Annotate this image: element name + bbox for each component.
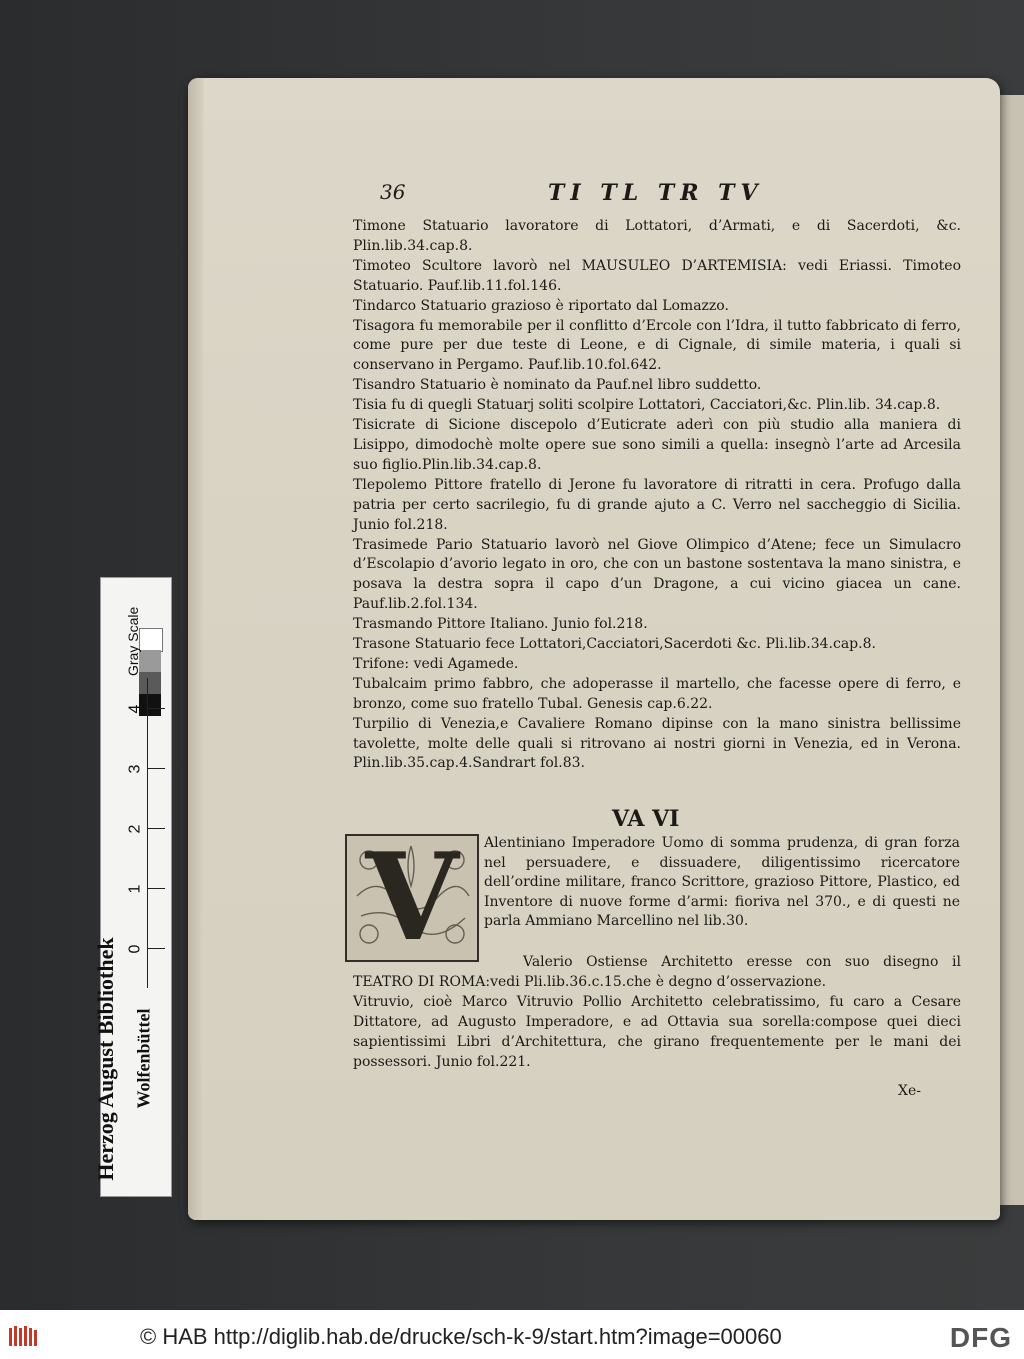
ruler-number-3: 3 <box>126 764 144 774</box>
entry: Tubalcaim primo fabbro, che adoperasse il martello, che facesse opere di ferro, e bronzo, come suo fratello Tubal. Genesis cap.6.22. <box>353 675 961 712</box>
entry: Tlepolemo Pittore fratello di Jerone fu lavoratore di ritratti in cera. Profugo dalla patria per certo sacrilegio, fu di grande ajuto a C. Verro nel saccheggio di Sicilia. Junio fol.218. <box>353 476 961 533</box>
ruler-number-1: 1 <box>126 884 144 894</box>
copyright-link[interactable]: © HAB http://diglib.hab.de/drucke/sch-k-9/start.htm?image=00060 <box>140 1324 782 1349</box>
ruler-tick <box>147 708 165 709</box>
page-number: 36 <box>380 180 406 204</box>
entry: Tisagora fu memorabile per il conflitto d’Ercole con l’Idra, il tutto fabbricato di ferro, come pure per due teste di Leone, e di Cignale, di simile materia, i quali si conservano in Pergamo. Pauf.lib.10.fol.642. <box>353 317 961 374</box>
color-scale-card <box>93 577 172 1197</box>
ruler-number-2: 2 <box>126 824 144 834</box>
entry: Tisandro Statuario è nominato da Pauf.nel libro suddetto. <box>353 377 762 394</box>
catchword: Xe- <box>898 1083 921 1099</box>
library-city: Wolfenbüttel <box>133 1008 154 1109</box>
ruler-number-0: 0 <box>126 944 144 954</box>
initial-letter: V <box>365 827 459 968</box>
entry: Trifone: vedi Agamede. <box>353 655 519 672</box>
dark-gray-swatch <box>139 672 161 694</box>
gray-scale-label: Gray Scale <box>125 606 141 676</box>
entry: Vitruvio, cioè Marco Vitruvio Pollio Architetto celebratissimo, fu caro a Cesare Dittatore, ad Augusto Imperadore, e ad Ottavia sua sorella:compose quei dieci sapientissimi Libri d’Architettura, che girano frequentemente per le mani dei possessori. Junio fol.221. <box>353 993 961 1070</box>
viewer-footer <box>0 1310 1024 1359</box>
entry: Tindarco Statuario grazioso è riportato dal Lomazzo. <box>353 297 729 314</box>
entries-after-initial <box>353 953 961 1072</box>
page-header <box>380 180 800 206</box>
entry: Valerio Ostiense Architetto eresse con suo disegno il TEATRO DI ROMA:vedi Pli.lib.36.c.15.che è degno d’osservazione. <box>353 954 961 990</box>
entry: Turpilio di Venezia,e Cavaliere Romano dipinse con la mano sinistra bellissime tavolette, molte delle quali si ritrovano ai nostri giorni in Venezia, ed in Verona. Plin.lib.35.cap.4.Sandrart fol.83. <box>353 715 961 772</box>
entry: Timone Statuario lavoratore di Lottatori, d’Armati, e di Sacerdoti, &c. Plin.lib.34.cap.8. <box>353 218 961 254</box>
entry: Timoteo Scultore lavorò nel MAUSULEO D’ARTEMISIA: vedi Eriassi. Timoteo Statuario. Pauf.lib.11.fol.146. <box>353 257 961 294</box>
hab-logo-icon <box>8 1324 38 1348</box>
decorated-initial <box>345 827 479 968</box>
gray-swatch <box>139 650 161 672</box>
ruler-tick <box>147 828 165 829</box>
ruler-tick <box>147 768 165 769</box>
ruler-number-4: 4 <box>126 704 144 714</box>
running-head: TI TL TR TV <box>548 180 764 206</box>
library-name: Herzog August Bibliothek <box>93 937 118 1181</box>
dfg-logo: DFG <box>949 1322 1012 1353</box>
facing-page-edge <box>998 95 1024 1205</box>
entry: Trasone Statuario fece Lottatori,Cacciatori,Sacerdoti &c. Pli.lib.34.cap.8. <box>353 636 876 653</box>
valentiniano-entry: Alentiniano Imperadore Uomo di somma prudenza, di gran forza nel persuadere, e dissuadere, diligentissimo ricercatore dell’ordine militare, franco Scrittore, grazioso Pittore, Plastico, ed Inventore di nuove forme d’armi: fioriva nel 370., e di questi ne parla Ammiano Marcellino nel lib.30. <box>484 835 960 930</box>
entry: Tisicrate di Sicione discepolo d’Euticrate aderì con più studio alla maniera di Lisippo, dimodochè molte opere sue sono simili a quella: insegnò l’arte ad Arcesila suo figlio.Plin.lib.34.cap.8. <box>353 417 961 473</box>
entries-block <box>353 217 961 774</box>
page-gutter <box>188 78 204 1220</box>
ruler-tick <box>147 888 165 889</box>
section-heading: VA VI <box>612 806 680 832</box>
entry: Tisia fu di quegli Statuarj soliti scolpire Lottatori, Cacciatori,&c. Plin.lib. 34.cap.8. <box>353 397 941 414</box>
white-swatch <box>139 628 163 652</box>
entry: Trasmando Pittore Italiano. Junio fol.218. <box>353 616 648 633</box>
entry: Trasimede Pario Statuario lavorò nel Giove Olimpico d’Atene; fece un Simulacro d’Escolapio d’avorio legato in oro, che con un bastone sostentava la mano sinistra, e posava la destra sopra il capo d’un Dragone, a cui vicino giacea un cane. Pauf.lib.2.fol.134. <box>353 536 961 613</box>
